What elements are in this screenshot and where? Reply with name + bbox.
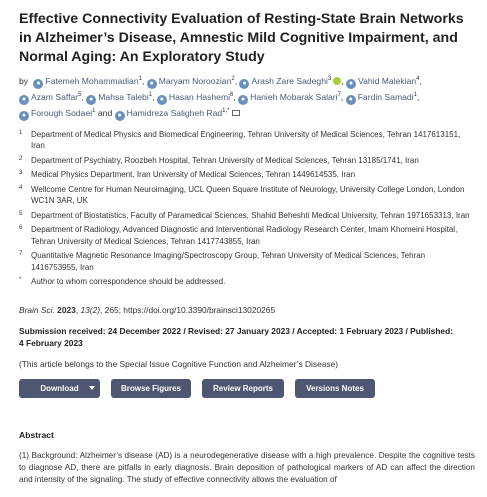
person-circle-icon: ● (115, 111, 125, 121)
action-buttons (19, 379, 487, 398)
affiliation: 1 Department of Medical Physics and Biomedical Engineering, Tehran University of Medical Sciences, Tehran 1417613151, Iran (19, 129, 461, 151)
citation-year: 2023 (57, 304, 76, 315)
download-button[interactable]: Download (19, 379, 100, 398)
author[interactable]: ● Arash Zare Sadeghi$^3$ , (239, 76, 343, 86)
and-label: and (97, 107, 113, 118)
author[interactable]: ● Vahid Malekian$^4$, (346, 76, 422, 86)
affiliation: 5 Department of Biostatistics, Faculty of Paramedical Sciences, Shahid Beheshti Medical University, Tehran 1971653313, Iran (19, 210, 470, 220)
affiliation: 7 Quantitative Magnetic Resonance Imaging/Spectroscopy Group, Tehran University of Medical Sciences, Tehran 1416753955, Iran (19, 251, 426, 272)
author[interactable]: ● Forough Sodaei$^1$ (19, 108, 96, 118)
person-circle-icon: ● (19, 95, 29, 105)
person-circle-icon: ● (33, 79, 43, 89)
browse-figures-button[interactable]: Browse Figures (111, 379, 191, 398)
person-circle-icon: ● (239, 79, 249, 89)
versions-notes-button[interactable]: Versions Notes (295, 379, 375, 398)
affiliation: * Author to whom correspondence should be addressed. (19, 277, 226, 287)
author[interactable]: ● Fardin Samadi$^1$, (346, 92, 420, 102)
citation: Brain Sci. 2023, 13(2), 265; https://doi.org/10.3390/brainsci13020265 (19, 304, 276, 315)
author[interactable]: ● Hasan Hashemi$^6$, (157, 92, 236, 102)
citation-volume: 13(2) (80, 304, 101, 315)
person-circle-icon: ● (346, 79, 356, 89)
special-issue-note[interactable]: (This article belongs to the Special Issue Cognitive Function and Alzheimer’s Disease) (19, 358, 339, 369)
citation-doi[interactable]: , 265; https://doi.org/10.3390/brainsci13020265 (100, 304, 276, 315)
person-circle-icon: ● (147, 79, 157, 89)
author[interactable]: ● Fatemeh Mohammadian$^1$, (33, 76, 144, 86)
affiliation: 3 Medical Physics Department, Iran University of Medical Sciences, Tehran 1449614535, Iran (19, 170, 356, 180)
person-circle-icon: ● (238, 95, 248, 105)
envelope-icon[interactable] (232, 110, 240, 116)
by-label: by (19, 75, 29, 86)
author[interactable]: ● Maryam Noroozian$^2$, (147, 76, 237, 86)
article-title: Effective Connectivity Evaluation of Resting-State Brain Networks in Alzheimer’s Disease, Amnestic Mild Cognitive Impairment, and Normal Aging: An Exploratory Study (19, 11, 464, 65)
author[interactable]: ● Mahsa Talebi$^1$, (86, 92, 154, 102)
caret-down-icon (89, 386, 95, 390)
person-circle-icon: ● (19, 111, 29, 121)
journal-name: Brain Sci. (19, 304, 55, 315)
abstract-heading: Abstract (19, 429, 54, 440)
author[interactable]: ● Hanieh Mobarak Salari$^7$, (238, 92, 343, 102)
affiliation: 4 Wellcome Centre for Human Neuroimaging, UCL Queen Square Institute of Neurology, University College London, London WC1N 3AR, UK (19, 184, 465, 206)
author[interactable]: ● Azam Saffar$^5$, (19, 92, 84, 102)
person-circle-icon: ● (86, 95, 96, 105)
author-list (19, 73, 481, 121)
abstract-text: (1) Background: Alzheimer’s disease (AD) is a neurodegenerative disease with a high prevalence. Despite the cognitive tests to diagnose AD, there are pitfalls in early diagnosis. Brain deposition of pathological markers of AD can affect the direction and intensity of the signaling. The study of effective connectivity allows the evaluation of (19, 450, 475, 484)
publication-dates: Submission received: 24 December 2022 / Revised: 27 January 2023 / Accepted: 1 February 2023 / Published: 4 February 2023 (19, 325, 453, 349)
affiliation: 6 Department of Radiology, Advanced Diagnostic and Interventional Radiology Research Center, Imam Khomeini Hospital, Tehran University of Medical Sciences, Tehran 1417743855, Iran (19, 225, 458, 246)
affiliation: 2 Department of Psychiatry, Roozbeh Hospital, Tehran University of Medical Sciences, Tehran 13185/1741, Iran (19, 155, 419, 165)
person-circle-icon: ● (157, 95, 167, 105)
person-circle-icon: ● (346, 95, 356, 105)
review-reports-button[interactable]: Review Reports (202, 379, 284, 398)
author[interactable]: ● Hamidreza Saligheh Rad$^{1,*}$ (115, 108, 240, 118)
affiliation-list (19, 129, 471, 288)
